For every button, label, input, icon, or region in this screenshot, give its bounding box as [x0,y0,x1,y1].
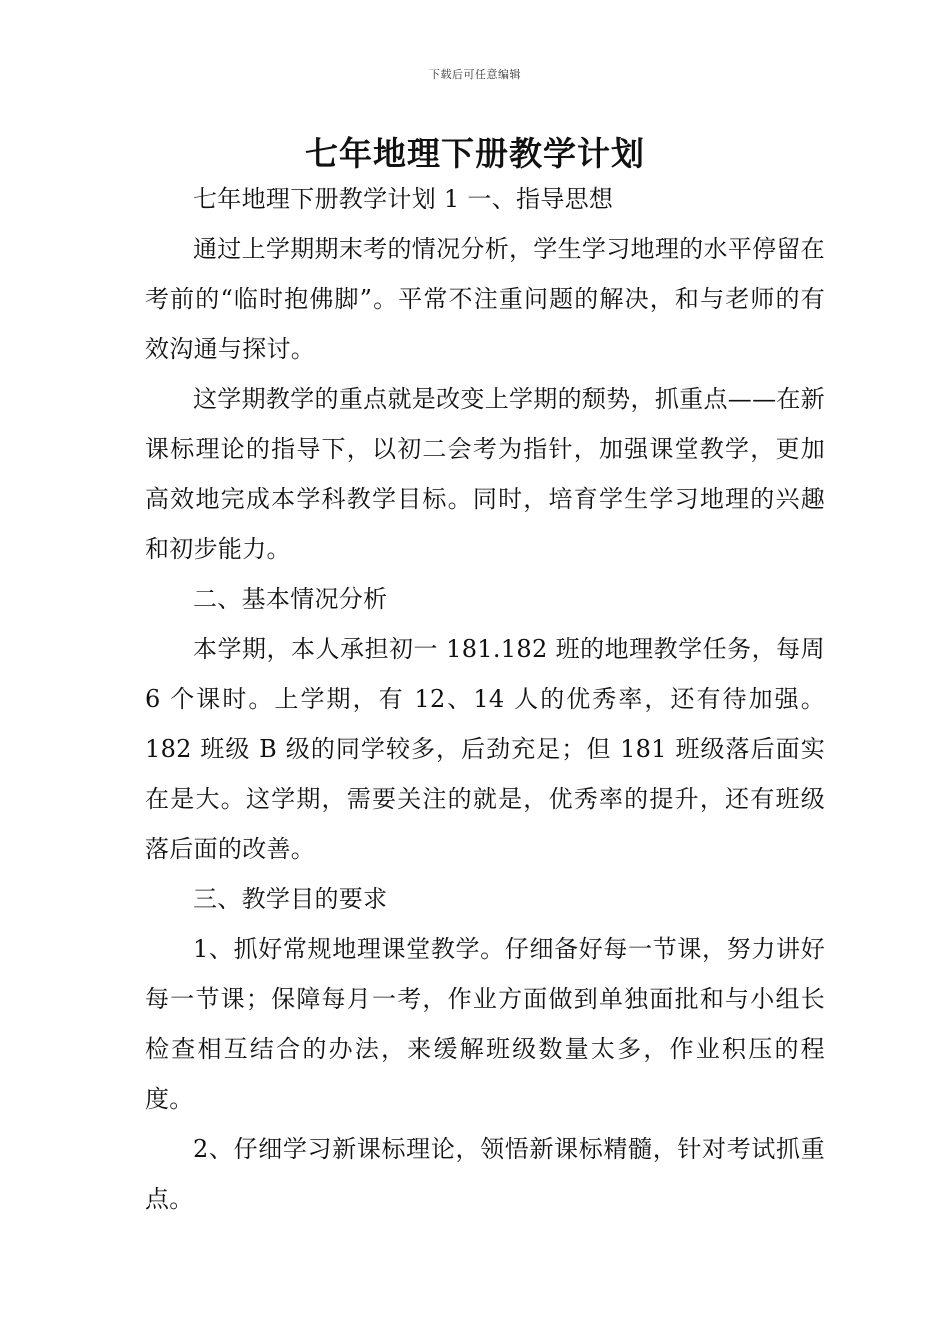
paragraph: 2、仔细学习新课标理论，领悟新课标精髓，针对考试抓重点。 [145,1135,825,1213]
section-heading: 三、教学目的要求 [193,885,388,913]
document-body [145,174,825,1224]
paragraph: 七年地理下册教学计划 1 一、指导思想 [193,185,614,213]
paragraph: 本学期，本人承担初一 181.182 班的地理教学任务，每周 6 个课时。上学期，有 12、14 人的优秀率，还有待加强。182 班级 B 级的同学较多，后劲充足；但 181 班级落后面实在是大。这学期，需要关注的就是，优秀率的提升，还有班级落后面的改善。 [145,635,825,863]
section-heading: 二、基本情况分析 [193,585,388,613]
document-title: 七年地理下册教学计划 [305,134,645,173]
paragraph: 通过上学期期末考的情况分析，学生学习地理的水平停留在考前的“临时抱佛脚”。平常不注重问题的解决，和与老师的有效沟通与探讨。 [145,235,825,363]
paragraph: 这学期教学的重点就是改变上学期的颓势，抓重点——在新课标理论的指导下，以初二会考为指针，加强课堂教学，更加高效地完成本学科教学目标。同时，培育学生学习地理的兴趣和初步能力。 [145,385,825,563]
paragraph: 1、抓好常规地理课堂教学。仔细备好每一节课，努力讲好每一节课；保障每月一考，作业方面做到单独面批和与小组长检查相互结合的办法，来缓解班级数量太多，作业积压的程度。 [145,935,825,1113]
header-note: 下载后可任意编辑 [429,68,521,81]
